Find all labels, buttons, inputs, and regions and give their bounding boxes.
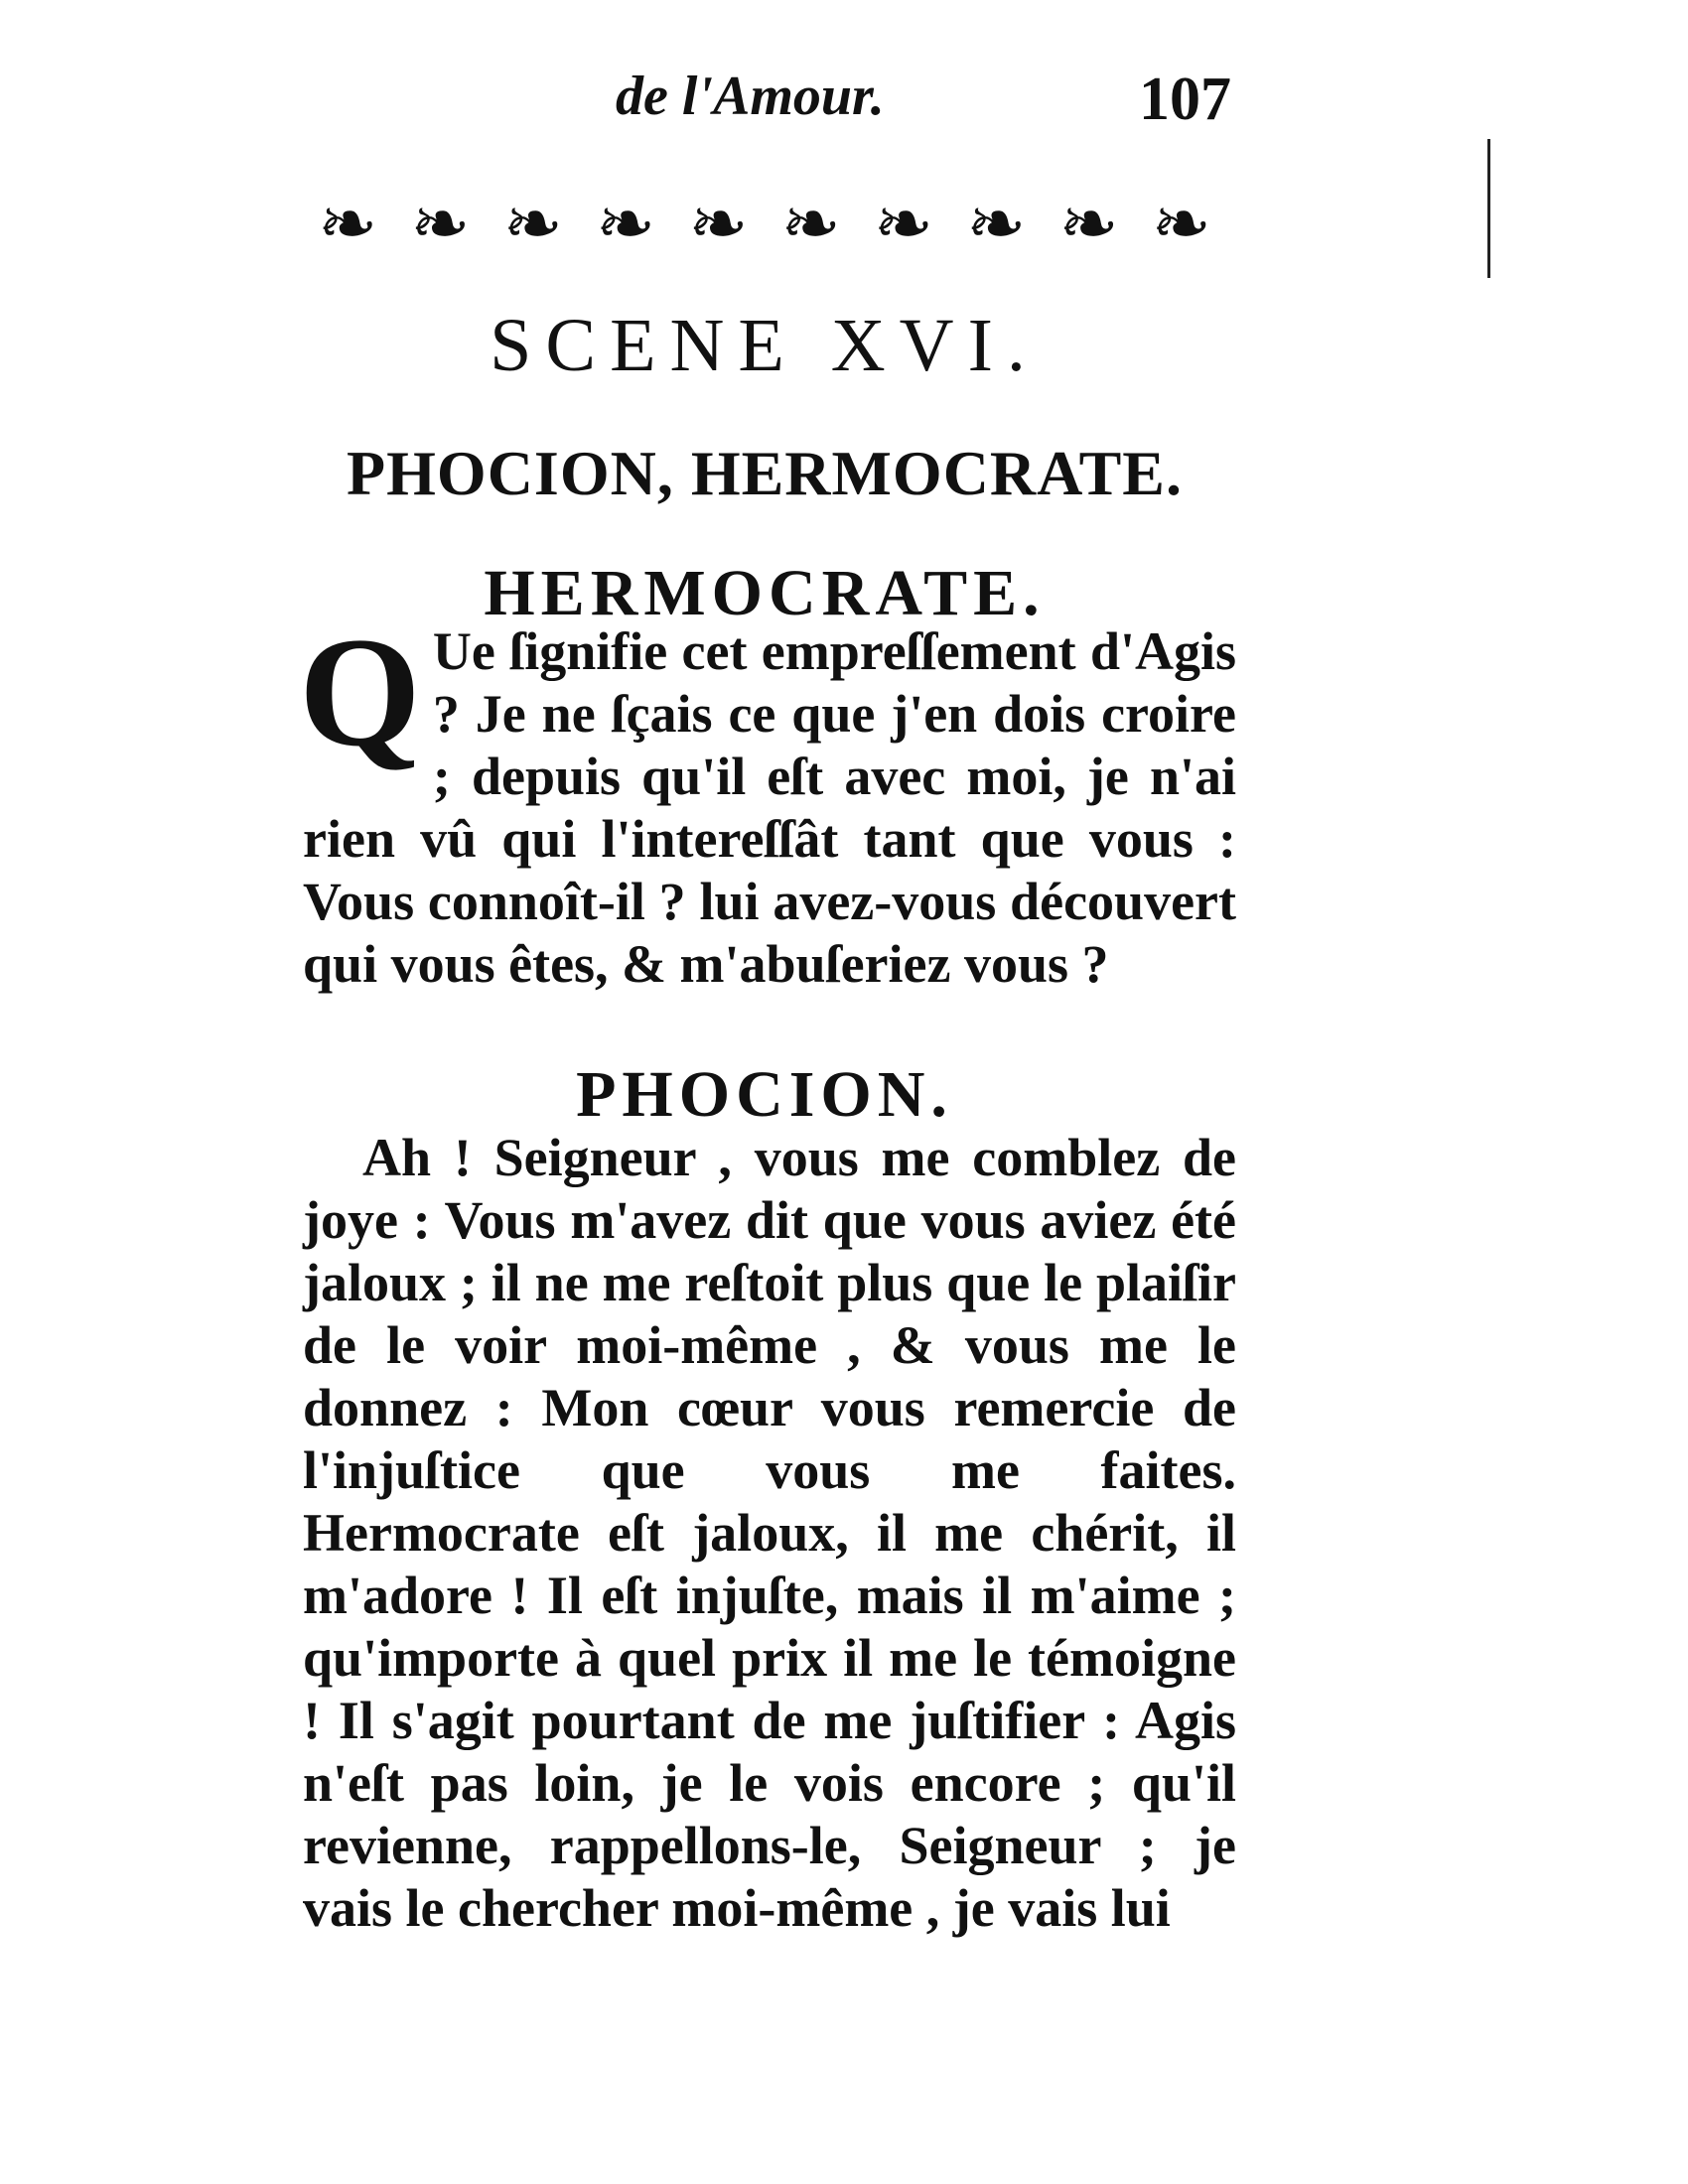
ornament-band (318, 179, 1211, 268)
speaker-name: HERMOCRATE. (484, 557, 1046, 629)
fleuron-icon: ❧ (966, 182, 1027, 265)
drop-cap: Q (299, 606, 421, 779)
fleuron-icon: ❧ (595, 182, 656, 265)
speech-text (299, 606, 1236, 996)
fleuron-icon: ❧ (1058, 182, 1119, 265)
margin-rule (1487, 139, 1490, 278)
speech-body: Ue ſignifie cet empreſſement d'Agis ? Je ne ſçais ce que j'en dois croire ; depuis qu'il eſt avec moi, je n'ai rien vû qui l'intereſſât tant que vous : Vous connoît-il ? lui avez-vous découvert qui vous êtes, & m'abuſeriez vous ? (303, 621, 1236, 994)
fleuron-icon: ❧ (873, 182, 934, 265)
speech-text: Ah ! Seigneur , vous me comblez de joye : Vous m'avez dit que vous aviez été jaloux ; il ne me reſtoit plus que le plaiſir de le voir moi-même , & vous me le donnez : Mon cœur vous remercie de l'injuſtice que vous me faites. Hermocrate eſt jaloux, il me chérit, il m'adore ! Il eſt injuſte, mais il m'aime ; qu'importe à quel prix il me le témoigne ! Il s'agit pourtant de me juſtifier : Agis n'eſt pas loin, je le vois encore ; qu'il revienne, rappellons-le, Seigneur ; je vais le chercher moi-même , je vais lui (303, 1128, 1236, 1938)
fleuron-icon: ❧ (318, 182, 378, 265)
scene-title: SCENE XVI. (490, 304, 1040, 387)
fleuron-icon: ❧ (502, 182, 563, 265)
scene-characters: PHOCION, HERMOCRATE. (347, 438, 1183, 508)
fleuron-icon: ❧ (780, 182, 841, 265)
running-title: de l'Amour. (616, 66, 885, 127)
speaker-name: PHOCION. (576, 1058, 953, 1131)
fleuron-icon: ❧ (410, 182, 471, 265)
fleuron-icon: ❧ (1151, 182, 1211, 265)
fleuron-icon: ❧ (688, 182, 749, 265)
page-header (298, 55, 1231, 144)
page-number: 107 (1139, 66, 1231, 133)
